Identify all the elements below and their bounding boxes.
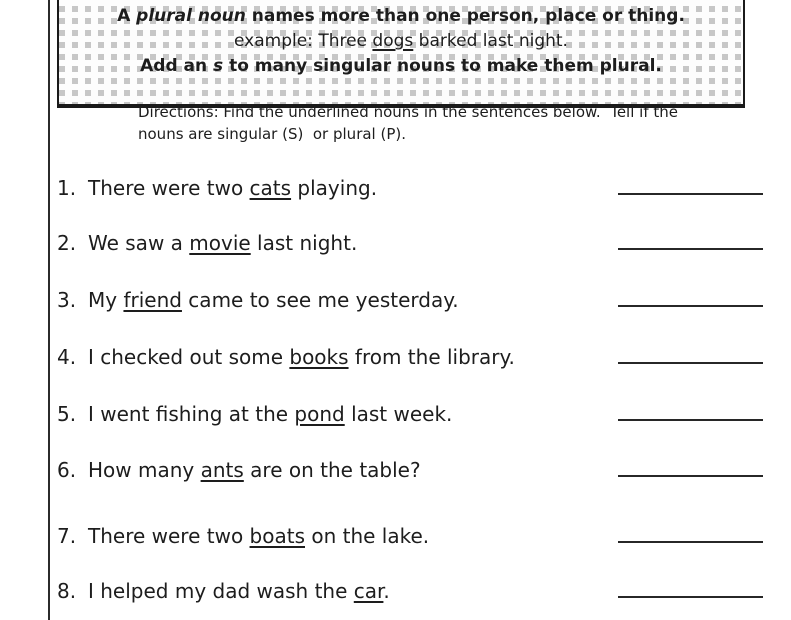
definition-line-1-post: names more than one person, place or thing. bbox=[245, 6, 685, 26]
item-number: 6. bbox=[57, 458, 77, 482]
sentence-post: playing. bbox=[291, 176, 378, 200]
sentence-pre: We saw a bbox=[88, 231, 190, 255]
answer-blank-6[interactable] bbox=[618, 475, 763, 477]
directions-text: Directions: Find the underlined nouns in the sentences below. Tell if the nouns are singular (S) or plural (P). bbox=[138, 103, 683, 143]
rule-s-letter: s bbox=[213, 56, 224, 76]
worksheet-item-7 bbox=[57, 524, 767, 548]
item-number: 5. bbox=[57, 402, 77, 426]
answer-blank-3[interactable] bbox=[618, 305, 763, 307]
example-underlined-noun: dogs bbox=[372, 31, 414, 51]
definition-term: plural noun bbox=[136, 6, 246, 26]
sentence-pre: There were two bbox=[88, 524, 250, 548]
answer-blank-8[interactable] bbox=[618, 596, 763, 598]
example-pre: example: Three bbox=[234, 31, 373, 51]
sentence-post: . bbox=[383, 579, 390, 603]
item-number: 2. bbox=[57, 231, 77, 255]
underlined-noun: movie bbox=[189, 231, 251, 255]
underlined-noun: pond bbox=[294, 402, 345, 426]
definition-line-1 bbox=[59, 4, 743, 29]
worksheet-item-8 bbox=[57, 579, 767, 603]
sentence-post: from the library. bbox=[348, 345, 515, 369]
rule-pre: Add an bbox=[140, 56, 214, 76]
example-post: barked last night. bbox=[413, 31, 568, 51]
sentence-pre: I helped my dad wash the bbox=[88, 579, 354, 603]
underlined-noun: friend bbox=[123, 288, 182, 312]
sentence-post: are on the table? bbox=[243, 458, 421, 482]
definition-box bbox=[57, 0, 745, 108]
item-number: 3. bbox=[57, 288, 77, 312]
definition-rule-line bbox=[59, 54, 743, 79]
sentence-post: last week. bbox=[344, 402, 453, 426]
sentence-post: came to see me yesterday. bbox=[181, 288, 459, 312]
worksheet-item-4 bbox=[57, 345, 767, 369]
underlined-noun: ants bbox=[200, 458, 244, 482]
worksheet-item-1 bbox=[57, 176, 767, 200]
sentence-post: on the lake. bbox=[305, 524, 430, 548]
item-number: 1. bbox=[57, 176, 77, 200]
definition-line-1-pre: A bbox=[117, 6, 137, 26]
answer-blank-7[interactable] bbox=[618, 541, 763, 543]
worksheet-item-3 bbox=[57, 288, 767, 312]
underlined-noun: boats bbox=[249, 524, 305, 548]
sentence-pre: I checked out some bbox=[88, 345, 290, 369]
item-number: 7. bbox=[57, 524, 77, 548]
worksheet-item-2 bbox=[57, 231, 767, 255]
sentence-pre: I went fishing at the bbox=[88, 402, 295, 426]
page-margin-line bbox=[48, 0, 50, 620]
sentence-pre: How many bbox=[88, 458, 201, 482]
item-number: 8. bbox=[57, 579, 77, 603]
answer-blank-2[interactable] bbox=[618, 248, 763, 250]
answer-blank-1[interactable] bbox=[618, 193, 763, 195]
underlined-noun: car bbox=[353, 579, 384, 603]
item-number: 4. bbox=[57, 345, 77, 369]
underlined-noun: books bbox=[289, 345, 349, 369]
rule-post: to many singular nouns to make them plural. bbox=[223, 56, 662, 76]
sentence-pre: There were two bbox=[88, 176, 250, 200]
worksheet-item-6 bbox=[57, 458, 767, 482]
answer-blank-4[interactable] bbox=[618, 362, 763, 364]
sentence-pre: My bbox=[88, 288, 124, 312]
answer-blank-5[interactable] bbox=[618, 419, 763, 421]
sentence-post: last night. bbox=[250, 231, 358, 255]
worksheet-item-5 bbox=[57, 402, 767, 426]
definition-example-line bbox=[59, 29, 743, 54]
underlined-noun: cats bbox=[249, 176, 292, 200]
